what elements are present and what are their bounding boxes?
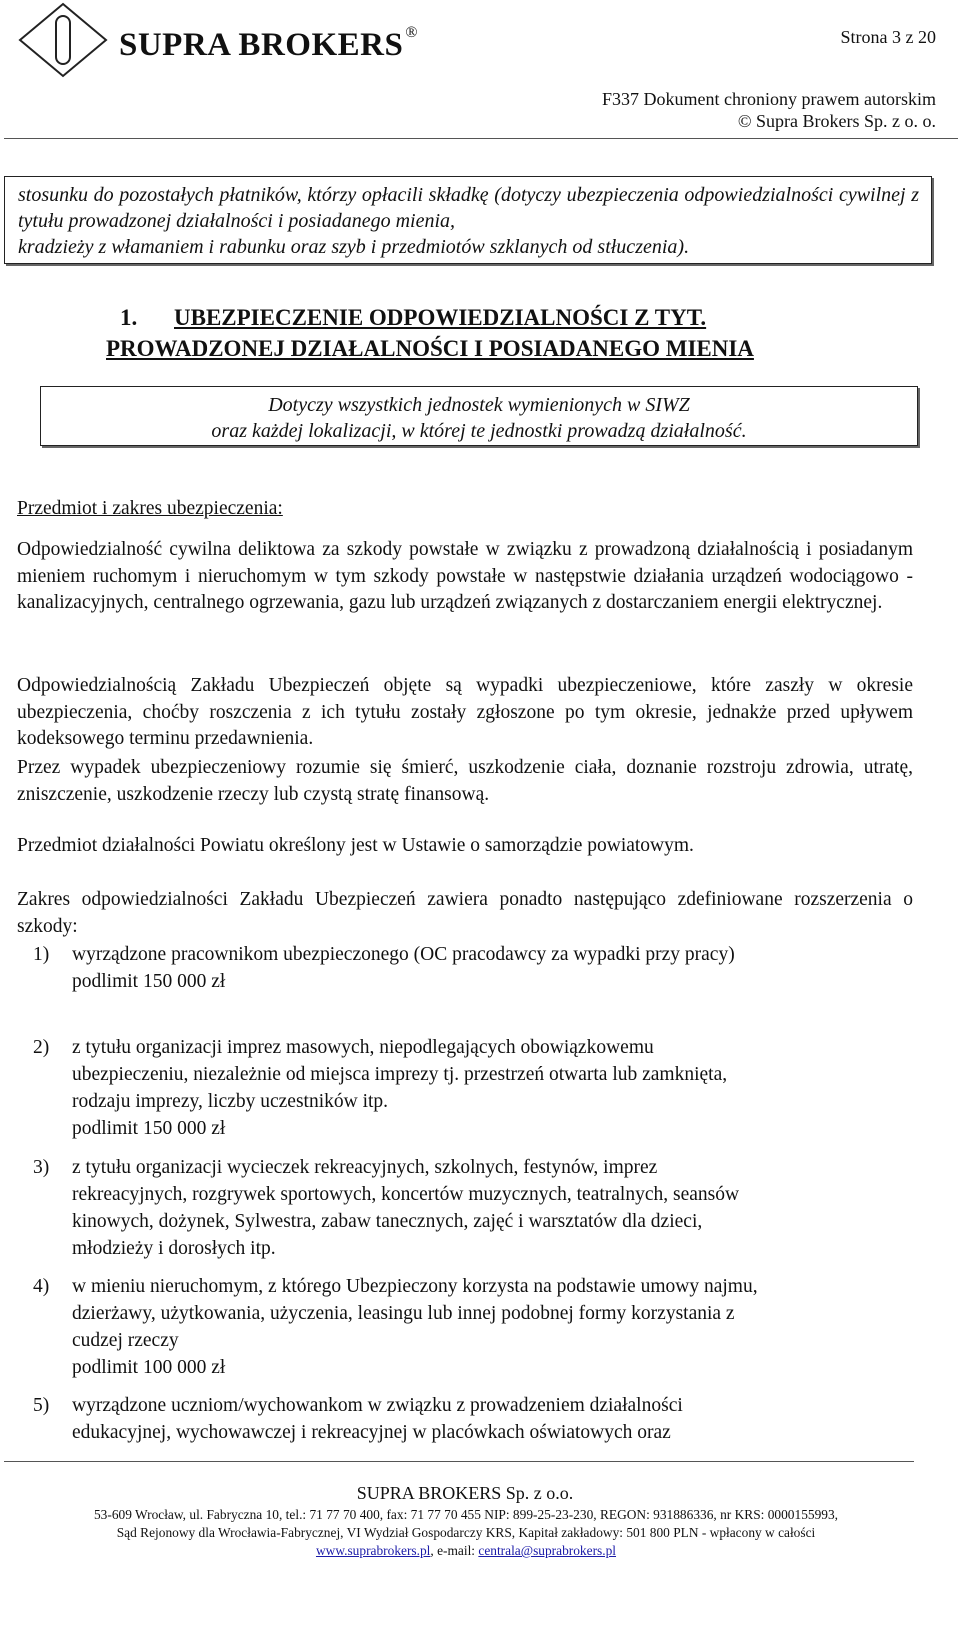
list-item bbox=[33, 1273, 913, 1381]
list-item bbox=[33, 1154, 913, 1262]
brand-name: SUPRA BROKERS ® bbox=[119, 24, 418, 63]
list-item-text: wyrządzone pracownikom ubezpieczonego (OC pracodawcy za wypadki przy pracy) podlimit 150 000 zł bbox=[72, 944, 735, 992]
paragraph-activity-subject: Przedmiot działalności Powiatu określony jest w Ustawie o samorządzie powiatowym. bbox=[17, 835, 694, 856]
footer-company-name: SUPRA BROKERS Sp. z o.o. bbox=[356, 1483, 574, 1503]
intro-box bbox=[4, 176, 932, 264]
copyright-notice: F337 Dokument chroniony prawem autorskim bbox=[602, 89, 936, 109]
list-item-text: z tytułu organizacji wycieczek rekreacyjnych, szkolnych, festynów, imprez rekreacyjnych, rozgrywek sportowych, koncertów muzycznych, teatralnych, seansów kinowych, dożynek, Sylwestra, zabaw tanecznych, zajęć i warsztatów dla dzieci, młodzieży i dorosłych itp. bbox=[72, 1157, 740, 1259]
list-item-number: 3) bbox=[33, 1157, 50, 1178]
copyright-owner: © Supra Brokers Sp. z o. o. bbox=[737, 111, 936, 131]
list-item bbox=[33, 941, 913, 995]
supra-brokers-logo bbox=[18, 2, 108, 78]
footer-contact bbox=[0, 1543, 932, 1559]
paragraph-extensions-intro: Zakres odpowiedzialności Zakładu Ubezpieczeń zawiera ponadto następująco zdefiniowane rozszerzenia o szkody: bbox=[17, 889, 913, 937]
scope-box-line2: oraz każdej lokalizacji, w której te jednostki prowadzą działalność. bbox=[211, 420, 747, 442]
header-divider bbox=[4, 138, 958, 139]
paragraph-coverage-period: Odpowiedzialnością Zakładu Ubezpieczeń objęte są wypadki ubezpieczeniowe, które zaszły w okresie ubezpieczenia, choćby roszczenia z ich tytułu zostały zgłoszone po tym okresie, jednakże przed upływem kodeksowego terminu przedawnienia. bbox=[17, 675, 913, 749]
footer-divider bbox=[4, 1461, 914, 1462]
paragraph-liability: Odpowiedzialność cywilna deliktowa za szkody powstałe w związku z prowadzoną działalnością i posiadanym mieniem ruchomym i nieruchomym w tym szkody powstałe w następstwie działania urządzeń wodociągowo - kanalizacyjnych, centralnego ogrzewania, gazu lub urządzeń związanych z dostarczaniem energii elektrycznej. bbox=[17, 539, 913, 613]
page-number: Strona 3 z 20 bbox=[840, 27, 936, 47]
list-item-number: 2) bbox=[33, 1037, 50, 1058]
list-item-number: 5) bbox=[33, 1395, 50, 1416]
footer-registration: Sąd Rejonowy dla Wrocławia-Fabrycznej, VI Wydział Gospodarczy KRS, Kapitał zakładowy: 501 800 PLN - wpłacony w całości bbox=[116, 1525, 816, 1540]
list-item bbox=[33, 1392, 913, 1446]
list-item bbox=[33, 1034, 913, 1142]
list-item-text: z tytułu organizacji imprez masowych, niepodlegających obowiązkowemu ubezpieczeniu, niezależnie od miejsca imprezy tj. przestrzeń otwarta lub zamknięta, rodzaju imprezy, liczby uczestników itp. podlimit 150 000 zł bbox=[72, 1037, 728, 1139]
footer-address: 53-609 Wrocław, ul. Fabryczna 10, tel.: 71 77 70 400, fax: 71 77 70 455 NIP: 899-25-23-230, REGON: 931886336, nr KRS: 0000155993, bbox=[93, 1507, 839, 1522]
scope-box bbox=[40, 386, 918, 446]
subject-scope-heading: Przedmiot i zakres ubezpieczenia: bbox=[17, 498, 283, 519]
section-title-line1: UBEZPIECZENIE ODPOWIEDZIALNOŚCI Z TYT. bbox=[174, 305, 707, 330]
list-item-number: 4) bbox=[33, 1276, 50, 1297]
list-item-number: 1) bbox=[33, 944, 50, 965]
email-label: , e-mail: bbox=[430, 1543, 479, 1558]
scope-box-line1: Dotyczy wszystkich jednostek wymienionych w SIWZ bbox=[268, 394, 690, 416]
list-item-text: wyrządzone uczniom/wychowankom w związku z prowadzeniem działalności edukacyjnej, wychowawczej i rekreacyjnej w placówkach oświatowych oraz bbox=[72, 1395, 683, 1443]
registered-mark: ® bbox=[405, 24, 418, 41]
section-number: 1. bbox=[120, 305, 138, 330]
section-title-line2: PROWADZONEJ DZIAŁALNOŚCI I POSIADANEGO MIENIA bbox=[106, 336, 754, 361]
intro-box-text: stosunku do pozostałych płatników, którzy opłacili składkę (dotyczy ubezpieczenia odpowiedzialności cywilnej z tytułu prowadzonej działalności i posiadanego mienia, kradzieży z włamaniem i rabunku oraz szyb i przedmiotów szklanych od stłuczenia). bbox=[18, 184, 920, 258]
list-item-text: w mieniu nieruchomym, z którego Ubezpieczony korzysta na podstawie umowy najmu, dzierżawy, użytkowania, użyczenia, leasingu lub innej podobnej formy korzystania z cudzej rzeczy podlimit 100 000 zł bbox=[72, 1276, 758, 1378]
email-link[interactable]: centrala@suprabrokers.pl bbox=[478, 1543, 617, 1558]
website-link[interactable]: www.suprabrokers.pl bbox=[315, 1543, 431, 1558]
paragraph-definition: Przez wypadek ubezpieczeniowy rozumie się śmierć, uszkodzenie ciała, doznanie rozstroju zdrowia, utratę, zniszczenie, uszkodzenie rzeczy lub czystą stratę finansową. bbox=[17, 757, 913, 805]
